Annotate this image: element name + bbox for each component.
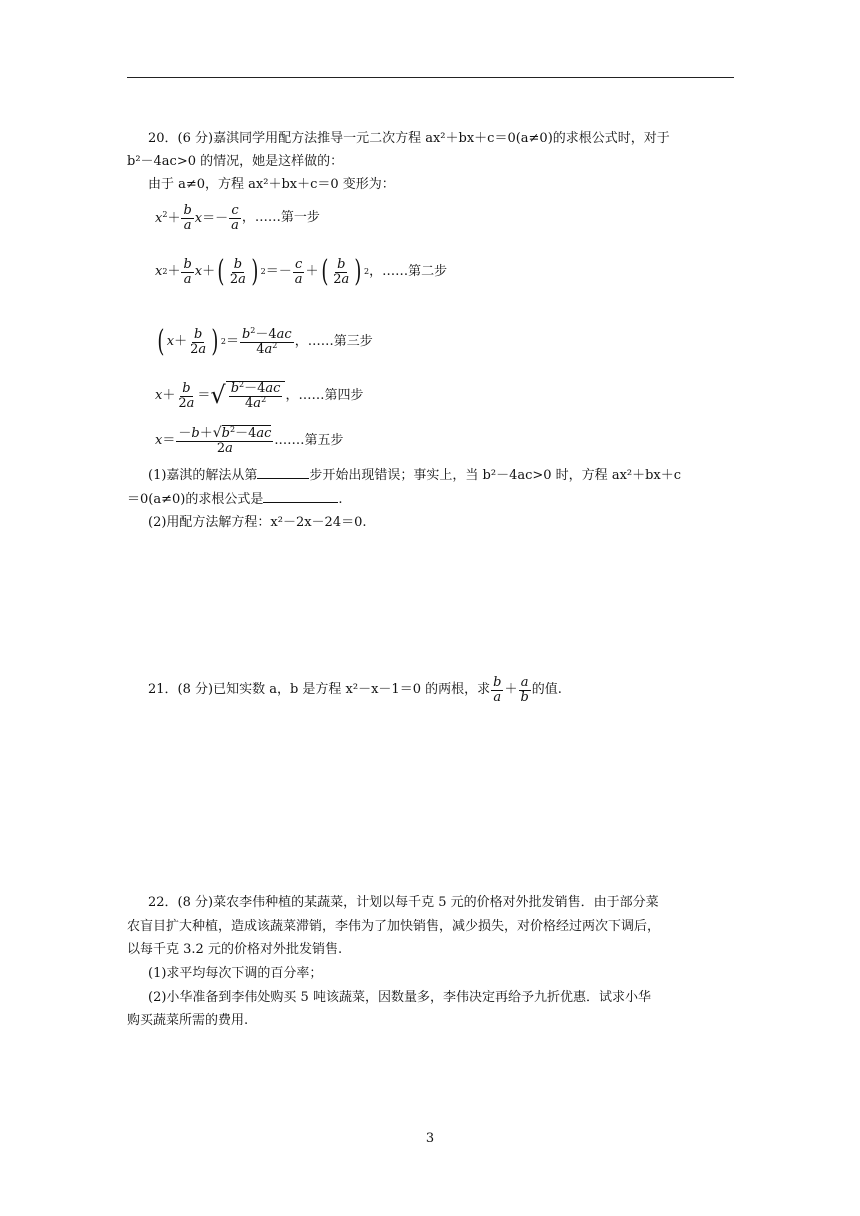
q20-step2	[155, 247, 447, 297]
step4-formula: x ＋ $\frac{b}{2a}$ ＝ √ $\frac{b^2-4ac}{4a^2}$	[155, 381, 285, 411]
page-number: 3	[425, 1131, 435, 1146]
header-rule	[127, 77, 734, 78]
q22-line2: 农盲目扩大种植，造成该蔬菜滞销，李伟为了加快销售，减少损失，对价格经过两次下调后，	[127, 919, 661, 934]
q20-part2: (2)用配方法解方程：x²－2x－24＝0.	[148, 515, 367, 530]
q20-part1-line1	[148, 467, 681, 485]
q22-part2-line1: (2)小华准备到李伟处购买 5 吨该蔬菜，因数量多，李伟决定再给予九折优惠．试求小华	[148, 990, 651, 1005]
q22-part2-line2: 购买蔬菜所需的费用.	[127, 1013, 249, 1028]
q20-part1-text-b: 步开始出现错误；事实上，当 b²－4ac>0 时，方程 ax²＋bx＋c	[309, 468, 682, 483]
q20-step4	[155, 375, 363, 417]
q20-intro-line2: b²－4ac>0 的情况，她是这样做的：	[127, 154, 344, 169]
answer-blank-formula[interactable]	[263, 502, 338, 503]
q20-step3	[155, 318, 373, 366]
q20-intro-line1: 20．(6 分)嘉淇同学用配方法推导一元二次方程 ax²＋bx＋c＝0(a≠0)的求根公式时，对于	[148, 131, 670, 146]
step1-label: ，……第一步	[241, 210, 320, 225]
q20-part1-text-a: (1)嘉淇的解法从第	[148, 468, 258, 483]
answer-blank-step[interactable]	[257, 478, 309, 479]
q21-formula: $\frac{b}{a}$ ＋ $\frac{a}{b}$	[493, 674, 529, 705]
step2-label: ，……第二步	[369, 264, 448, 279]
q21-text-a: 21．(8 分)已知实数 a，b 是方程 x²－x－1＝0 的两根，求	[148, 682, 491, 697]
q20-part1-end: .	[338, 492, 343, 507]
step5-formula: x ＝ $\frac{-b+√b^2-4ac}{2a}$	[155, 425, 272, 456]
q20-intro-line3: 由于 a≠0，方程 ax²＋bx＋c＝0 变形为：	[148, 177, 395, 192]
q21-text	[148, 670, 562, 710]
step3-label: ，……第三步	[294, 334, 373, 349]
q22-line1: 22．(8 分)菜农李伟种植的某蔬菜，计划以每千克 5 元的价格对外批发销售．由于部分菜	[148, 895, 659, 910]
q21-text-b: 的值.	[531, 682, 562, 697]
q20-step5	[155, 421, 344, 461]
step3-formula: ( x ＋ $\frac{b}{2a}$ ) 2 ＝ $\frac{b^2-4ac}{4a^2}$	[157, 324, 292, 359]
step2-formula: x 2 ＋ $\frac{b}{a}$ x ＋ ( $\frac{b}{2a}$ ) 2 ＝－ $\frac{c}{a}$ ＋ ( $\frac{b}{2a}$ ) 2	[155, 254, 370, 289]
q20-part1-text-c: ＝0(a≠0)的求根公式是	[127, 492, 264, 507]
q22-line3: 以每千克 3.2 元的价格对外批发销售.	[127, 942, 343, 957]
q20-step1	[155, 198, 320, 238]
q20-part1-line2	[127, 491, 342, 509]
q22-part1: (1)求平均每次下调的百分率；	[148, 966, 323, 981]
step1-formula: $x^2+$ $\frac{b}{a}$ x＝－ $\frac{c}{a}$	[155, 202, 239, 233]
step4-label: ，……第四步	[285, 388, 364, 403]
step5-label: .……第五步	[274, 433, 344, 448]
